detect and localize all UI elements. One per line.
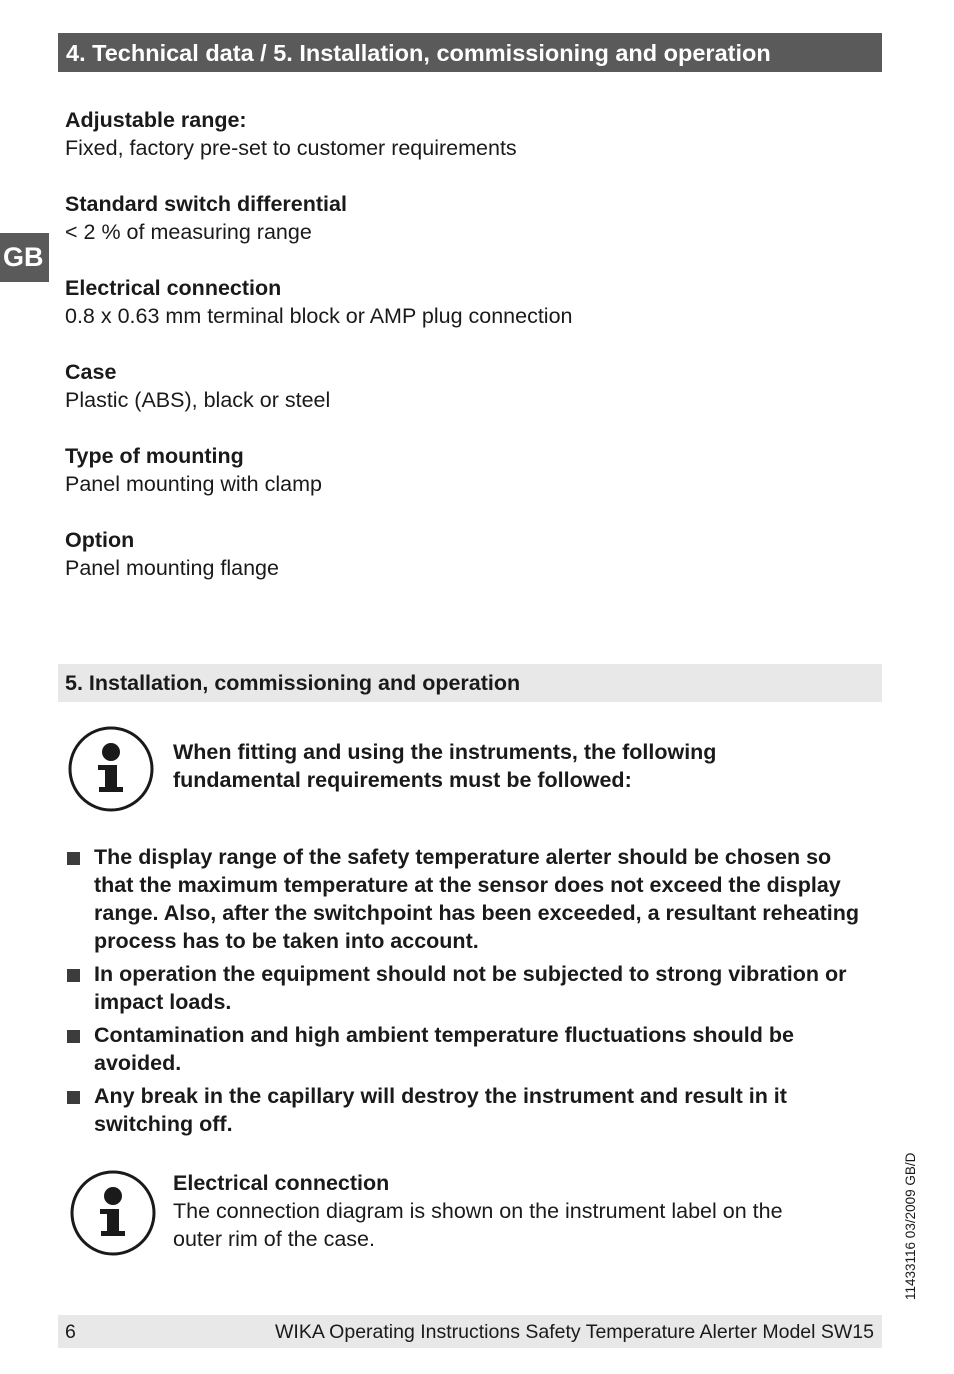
spec-value: Panel mounting with clamp — [65, 472, 322, 496]
info-icon — [70, 1170, 156, 1261]
section-heading — [58, 664, 882, 702]
square-bullet-icon — [67, 969, 80, 982]
electrical-notice-title: Electrical connection — [173, 1171, 390, 1195]
spec-electrical-connection — [65, 274, 573, 330]
square-bullet-icon — [67, 1091, 80, 1104]
list-item — [66, 843, 876, 955]
requirements-list — [66, 843, 876, 1143]
list-item — [66, 1021, 876, 1077]
list-item-text: In operation the equipment should not be subjected to strong vibration or impact loads. — [94, 962, 847, 1014]
spec-label: Option — [65, 528, 135, 552]
spec-switch-differential — [65, 190, 347, 246]
page-header — [58, 33, 882, 72]
footer-text: WIKA Operating Instructions Safety Temperature Alerter Model SW15 — [275, 1321, 874, 1343]
info-notice-line: When fitting and using the instruments, the following — [173, 740, 717, 764]
spec-option — [65, 526, 279, 582]
page-number: 6 — [65, 1321, 76, 1343]
list-item — [66, 960, 876, 1016]
list-item-text: The display range of the safety temperature alerter should be chosen so that the maximum temperature at the sensor does not exceed the display range. Also, after the switchpoint has been exceeded, a resultant reheating process has to be taken into account. — [94, 845, 860, 953]
square-bullet-icon — [67, 1030, 80, 1043]
info-notice-text — [173, 738, 716, 794]
spec-value: 0.8 x 0.63 mm terminal block or AMP plug connection — [65, 304, 573, 328]
spec-label: Electrical connection — [65, 276, 282, 300]
spec-case — [65, 358, 330, 414]
spec-label: Standard switch differential — [65, 192, 347, 216]
info-notice-line: fundamental requirements must be followed: — [173, 768, 632, 792]
square-bullet-icon — [67, 852, 80, 865]
page-footer — [58, 1315, 882, 1348]
electrical-notice — [173, 1169, 783, 1253]
spec-value: Panel mounting flange — [65, 556, 279, 580]
document-code: 11433116 03/2009 GB/D — [903, 1152, 918, 1300]
info-icon — [68, 726, 154, 817]
spec-value: < 2 % of measuring range — [65, 220, 312, 244]
spec-label: Type of mounting — [65, 444, 244, 468]
spec-label: Adjustable range: — [65, 108, 247, 132]
list-item-text: Any break in the capillary will destroy the instrument and result in it switching off. — [94, 1084, 787, 1136]
list-item — [66, 1082, 876, 1138]
spec-value: Fixed, factory pre-set to customer requirements — [65, 136, 517, 160]
spec-adjustable-range — [65, 106, 517, 162]
language-tab: GB — [0, 233, 49, 282]
electrical-notice-line: The connection diagram is shown on the instrument label on the — [173, 1199, 783, 1223]
list-item-text: Contamination and high ambient temperature fluctuations should be avoided. — [94, 1023, 794, 1075]
page-header-title: 4. Technical data / 5. Installation, commissioning and operation — [66, 40, 771, 66]
section-heading-title: 5. Installation, commissioning and operation — [65, 671, 521, 695]
spec-label: Case — [65, 360, 117, 384]
electrical-notice-line: outer rim of the case. — [173, 1227, 375, 1251]
spec-value: Plastic (ABS), black or steel — [65, 388, 331, 412]
spec-type-of-mounting — [65, 442, 322, 498]
